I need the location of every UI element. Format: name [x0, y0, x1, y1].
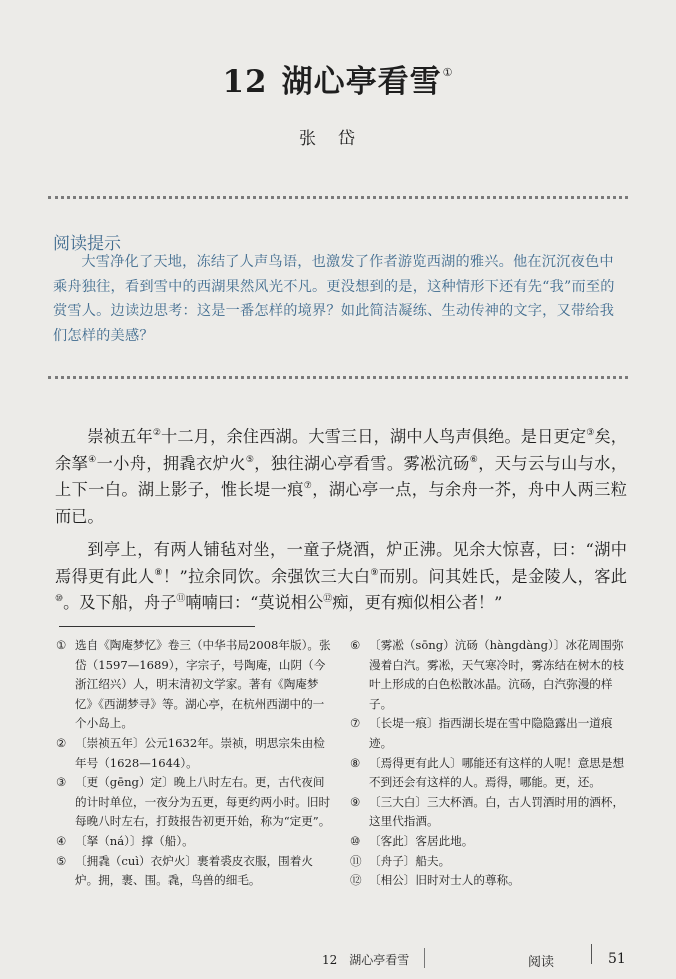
footnotes-left-column — [56, 636, 331, 891]
text-run: 十二月，余住西湖。大雪三日，湖中人鸟声俱绝。是日更定 — [161, 427, 587, 446]
footnote-number: ⑦ — [350, 716, 361, 731]
footnote-text: 〔雾凇（sōng）沆砀（hàngdàng）〕冰花周围弥漫着白汽。雾凇，天气寒冷时，雾冻结在树木的枝叶上形成的白色松散冰晶。沆砀，白汽弥漫的样子。 — [369, 638, 625, 711]
paragraph — [55, 424, 627, 530]
footnote — [56, 773, 331, 832]
footnote — [350, 852, 632, 872]
footer-chapter: 12 湖心亭看雪 — [322, 953, 410, 967]
footnote-text: 〔客此〕客居此地。 — [369, 833, 474, 848]
tip-bottom-divider — [48, 376, 628, 379]
page-number: 51 — [608, 951, 626, 967]
note-marker: ⑪ — [176, 594, 186, 604]
lesson-number: 12 — [222, 64, 268, 100]
note-marker: ② — [152, 428, 162, 438]
tip-top-divider — [48, 196, 628, 199]
footer-divider — [424, 948, 425, 968]
footnote — [56, 852, 331, 891]
title-note-mark: ① — [442, 66, 454, 79]
text-run: ！”拉余同饮。余强饮三大白 — [162, 566, 371, 586]
text-run: ，湖心亭一点，与余舟一芥，舟中人两三粒而已。 — [55, 480, 627, 526]
lesson-title — [0, 56, 676, 101]
footnote — [350, 832, 632, 852]
footnote-text: 〔舟子〕船夫。 — [369, 853, 451, 868]
footnote-number: ② — [56, 735, 67, 750]
footnote-text: 〔拥毳（cuì）衣炉火〕裹着裘皮衣服，围着火炉。拥，裹、围。毳，鸟兽的细毛。 — [75, 853, 313, 888]
text-run: 崇祯五年 — [87, 427, 153, 446]
footnote-number: ⑫ — [350, 873, 362, 888]
footer-divider — [591, 944, 592, 964]
footnote — [56, 734, 331, 773]
text-run: 一小舟，拥毳衣炉火 — [96, 453, 246, 473]
footnote-text: 〔拏（ná）〕撑（船）。 — [75, 833, 194, 848]
footer-section: 阅读 — [528, 955, 555, 970]
note-marker: ⑨ — [370, 567, 379, 578]
footnote — [350, 636, 632, 714]
footnotes-right-column — [350, 636, 632, 891]
text-run: 喃喃曰：“莫说相公 — [185, 593, 324, 612]
footnote — [350, 871, 632, 891]
main-text — [55, 424, 627, 617]
note-marker: ⑧ — [154, 567, 163, 578]
note-marker: ⑩ — [55, 594, 64, 604]
footnote-text: 〔长堤一痕〕指西湖长堤在雪中隐隐露出一道痕迹。 — [369, 716, 613, 750]
footnote-number: ⑪ — [350, 853, 362, 868]
footnote-number: ⑩ — [350, 833, 361, 848]
footnote-number: ③ — [56, 775, 67, 790]
note-marker: ⑤ — [245, 454, 255, 465]
paragraph — [55, 537, 627, 617]
footnote-number: ⑧ — [350, 755, 361, 770]
text-run: ，天与云与山与水，上下一白。湖上影子，惟长堤一痕 — [55, 453, 628, 499]
text-run: 而别。问其姓氏，是金陵人，客此 — [378, 566, 627, 586]
note-marker: ⑥ — [469, 454, 479, 465]
lesson-title-text: 湖心亭看雪 — [281, 64, 442, 100]
footnote-number: ⑤ — [56, 853, 67, 868]
footnote-number: ① — [56, 638, 67, 652]
note-marker: ③ — [586, 428, 595, 438]
author-name: 张岱 — [299, 129, 377, 149]
text-run: 到亭上，有两人铺毡对坐，一童子烧酒，炉正沸。见余大惊喜，曰：“湖中焉得更有此人 — [55, 540, 627, 586]
footnote-text: 〔焉得更有此人〕哪能还有这样的人呢！意思是想不到还会有这样的人。焉得，哪能。更，还。 — [369, 755, 625, 790]
footnote-text: 〔三大白〕三大杯酒。白，古人罚酒时用的酒杯，这里代指酒。 — [369, 794, 625, 829]
reading-tip-heading: 阅读提示 — [53, 234, 121, 254]
footnote-number: ⑥ — [350, 638, 361, 652]
footnote-rule — [59, 626, 255, 627]
note-marker: ⑫ — [323, 594, 333, 604]
footnote-text: 〔崇祯五年〕公元1632年。崇祯，明思宗朱由检年号（1628—1644）。 — [75, 735, 325, 770]
footnote — [350, 754, 632, 793]
footnote — [350, 714, 632, 753]
text-run: 痴，更有痴似相公者！” — [332, 593, 503, 612]
note-marker: ⑦ — [303, 481, 313, 491]
reading-tip-body: 大雪净化了天地，冻结了人声鸟语，也激发了作者游览西湖的雅兴。他在沉沉夜色中乘舟独往，看到雪中的西湖果然风光不凡。更没想到的是，这种情形下还有先“我”而至的赏雪人。边读边思考：这是一番怎样的境界？如此简洁凝练、生动传神的文字，又带给我们怎样的美感？ — [53, 254, 615, 344]
footnote-text: 〔相公〕旧时对士人的尊称。 — [369, 873, 520, 888]
text-run: ，独往湖心亭看雪。雾凇沆砀 — [254, 453, 470, 473]
text-run: 。及下船，舟子 — [63, 593, 177, 612]
footnote — [56, 636, 331, 734]
footnote-text: 选自《陶庵梦忆》卷三（中华书局2008年版）。张岱（1597—1689），字宗子，号陶庵，山阴（今浙江绍兴）人，明末清初文学家。著有《陶庵梦忆》《西湖梦寻》等。湖心亭，在杭州西湖中的一个小岛上。 — [75, 638, 331, 731]
footnote — [56, 832, 331, 852]
text-run: 矣，余拏 — [55, 427, 627, 473]
note-marker: ④ — [88, 454, 97, 465]
footnote-text: 〔更（gēng）定〕晚上八时左右。更，古代夜间的计时单位，一夜分为五更，每更约两小时。旧时每晚八时左右，打鼓报告初更开始，称为“定更”。 — [75, 775, 331, 829]
footnote — [350, 793, 632, 832]
footnote-number: ④ — [56, 833, 67, 848]
footnote-number: ⑨ — [350, 794, 361, 809]
